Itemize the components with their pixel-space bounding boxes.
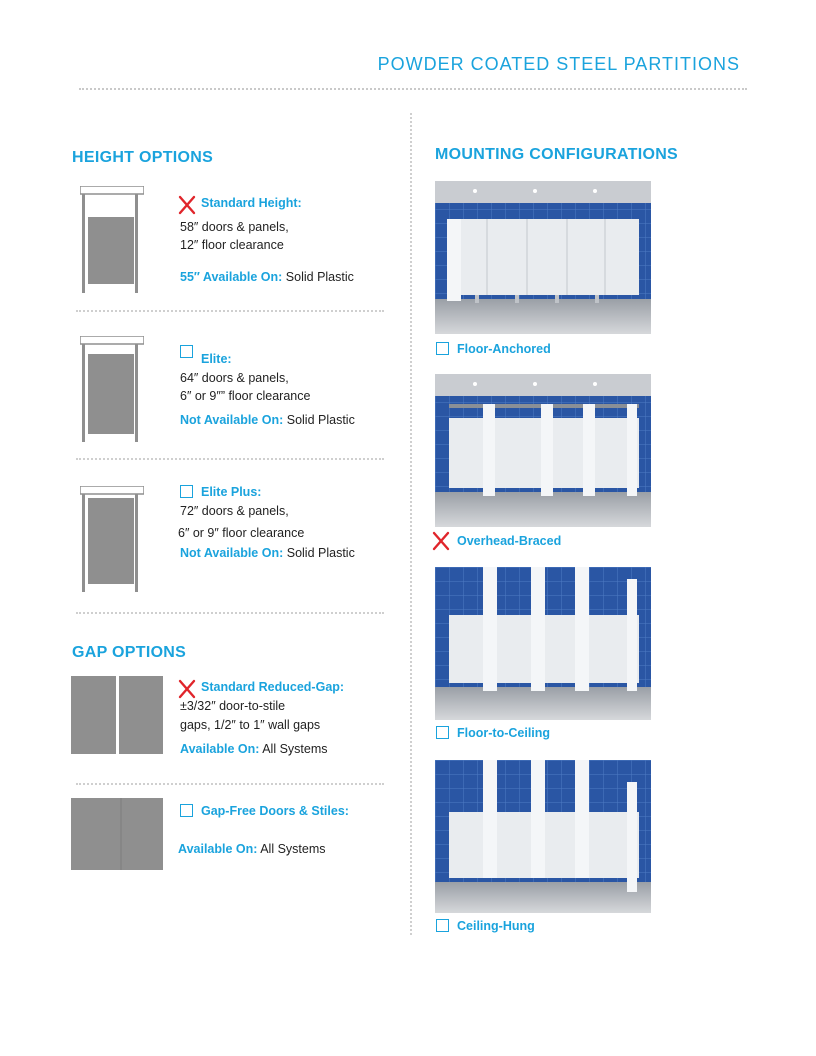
mounting-option-label: Floor-to-Ceiling (457, 726, 551, 740)
option-detail: 58″ doors & panels, (180, 220, 289, 234)
availability-note: Available On: All Systems (180, 742, 328, 756)
option-detail: 72″ doors & panels, (180, 504, 289, 518)
option-detail: 6″ or 9″” floor clearance (180, 389, 311, 403)
standard-height-diagram (80, 186, 144, 301)
elite-plus-height-diagram (80, 486, 144, 599)
reduced-gap-diagram (71, 676, 163, 759)
section-divider (76, 612, 384, 614)
page-title: POWDER COATED STEEL PARTITIONS (377, 54, 740, 74)
gap-options-heading: GAP OPTIONS (72, 644, 187, 661)
ceiling-hung-checkbox[interactable] (436, 919, 449, 932)
column-divider (410, 113, 412, 935)
option-title: Gap-Free Doors & Stiles: (201, 804, 349, 818)
floor-anchored-checkbox[interactable] (436, 342, 449, 355)
mounting-option-label: Ceiling-Hung (457, 919, 535, 933)
option-detail: 6″ or 9″ floor clearance (178, 526, 305, 540)
ceiling-hung-photo (435, 760, 651, 913)
availability-note: Available On: All Systems (178, 842, 326, 856)
section-divider (76, 458, 384, 460)
gap-free-diagram (71, 798, 163, 875)
option-detail: ±3/32″ door-to-stile (180, 699, 286, 713)
option-detail: 64″ doors & panels, (180, 371, 289, 385)
mounting-configurations-heading: MOUNTING CONFIGURATIONS (435, 146, 679, 163)
option-title: Elite Plus: (201, 485, 262, 499)
selected-x-mark-icon[interactable] (178, 679, 196, 699)
header-divider (79, 88, 747, 90)
section-divider (76, 310, 384, 312)
overhead-braced-photo (435, 374, 651, 527)
selected-x-mark-icon[interactable] (432, 531, 450, 551)
availability-note: 55″ Available On: Solid Plastic (180, 270, 354, 284)
option-detail: 12″ floor clearance (180, 238, 284, 252)
gap-free-checkbox[interactable] (180, 804, 193, 817)
availability-note: Not Available On: Solid Plastic (180, 413, 355, 427)
option-detail: gaps, 1/2″ to 1″ wall gaps (180, 718, 321, 732)
option-title: Standard Height: (201, 196, 302, 210)
option-title: Standard Reduced-Gap: (201, 680, 345, 694)
option-title: Elite: (201, 352, 232, 366)
floor-to-ceiling-photo (435, 567, 651, 720)
mounting-option-label: Overhead-Braced (457, 534, 562, 548)
floor-anchored-photo (435, 181, 651, 334)
floor-to-ceiling-checkbox[interactable] (436, 726, 449, 739)
height-options-heading: HEIGHT OPTIONS (72, 149, 214, 166)
section-divider (76, 783, 384, 785)
elite-plus-checkbox[interactable] (180, 485, 193, 498)
elite-checkbox[interactable] (180, 345, 193, 358)
selected-x-mark-icon[interactable] (178, 195, 196, 215)
mounting-option-label: Floor-Anchored (457, 342, 551, 356)
elite-height-diagram (80, 336, 144, 451)
availability-note: Not Available On: Solid Plastic (180, 546, 355, 560)
